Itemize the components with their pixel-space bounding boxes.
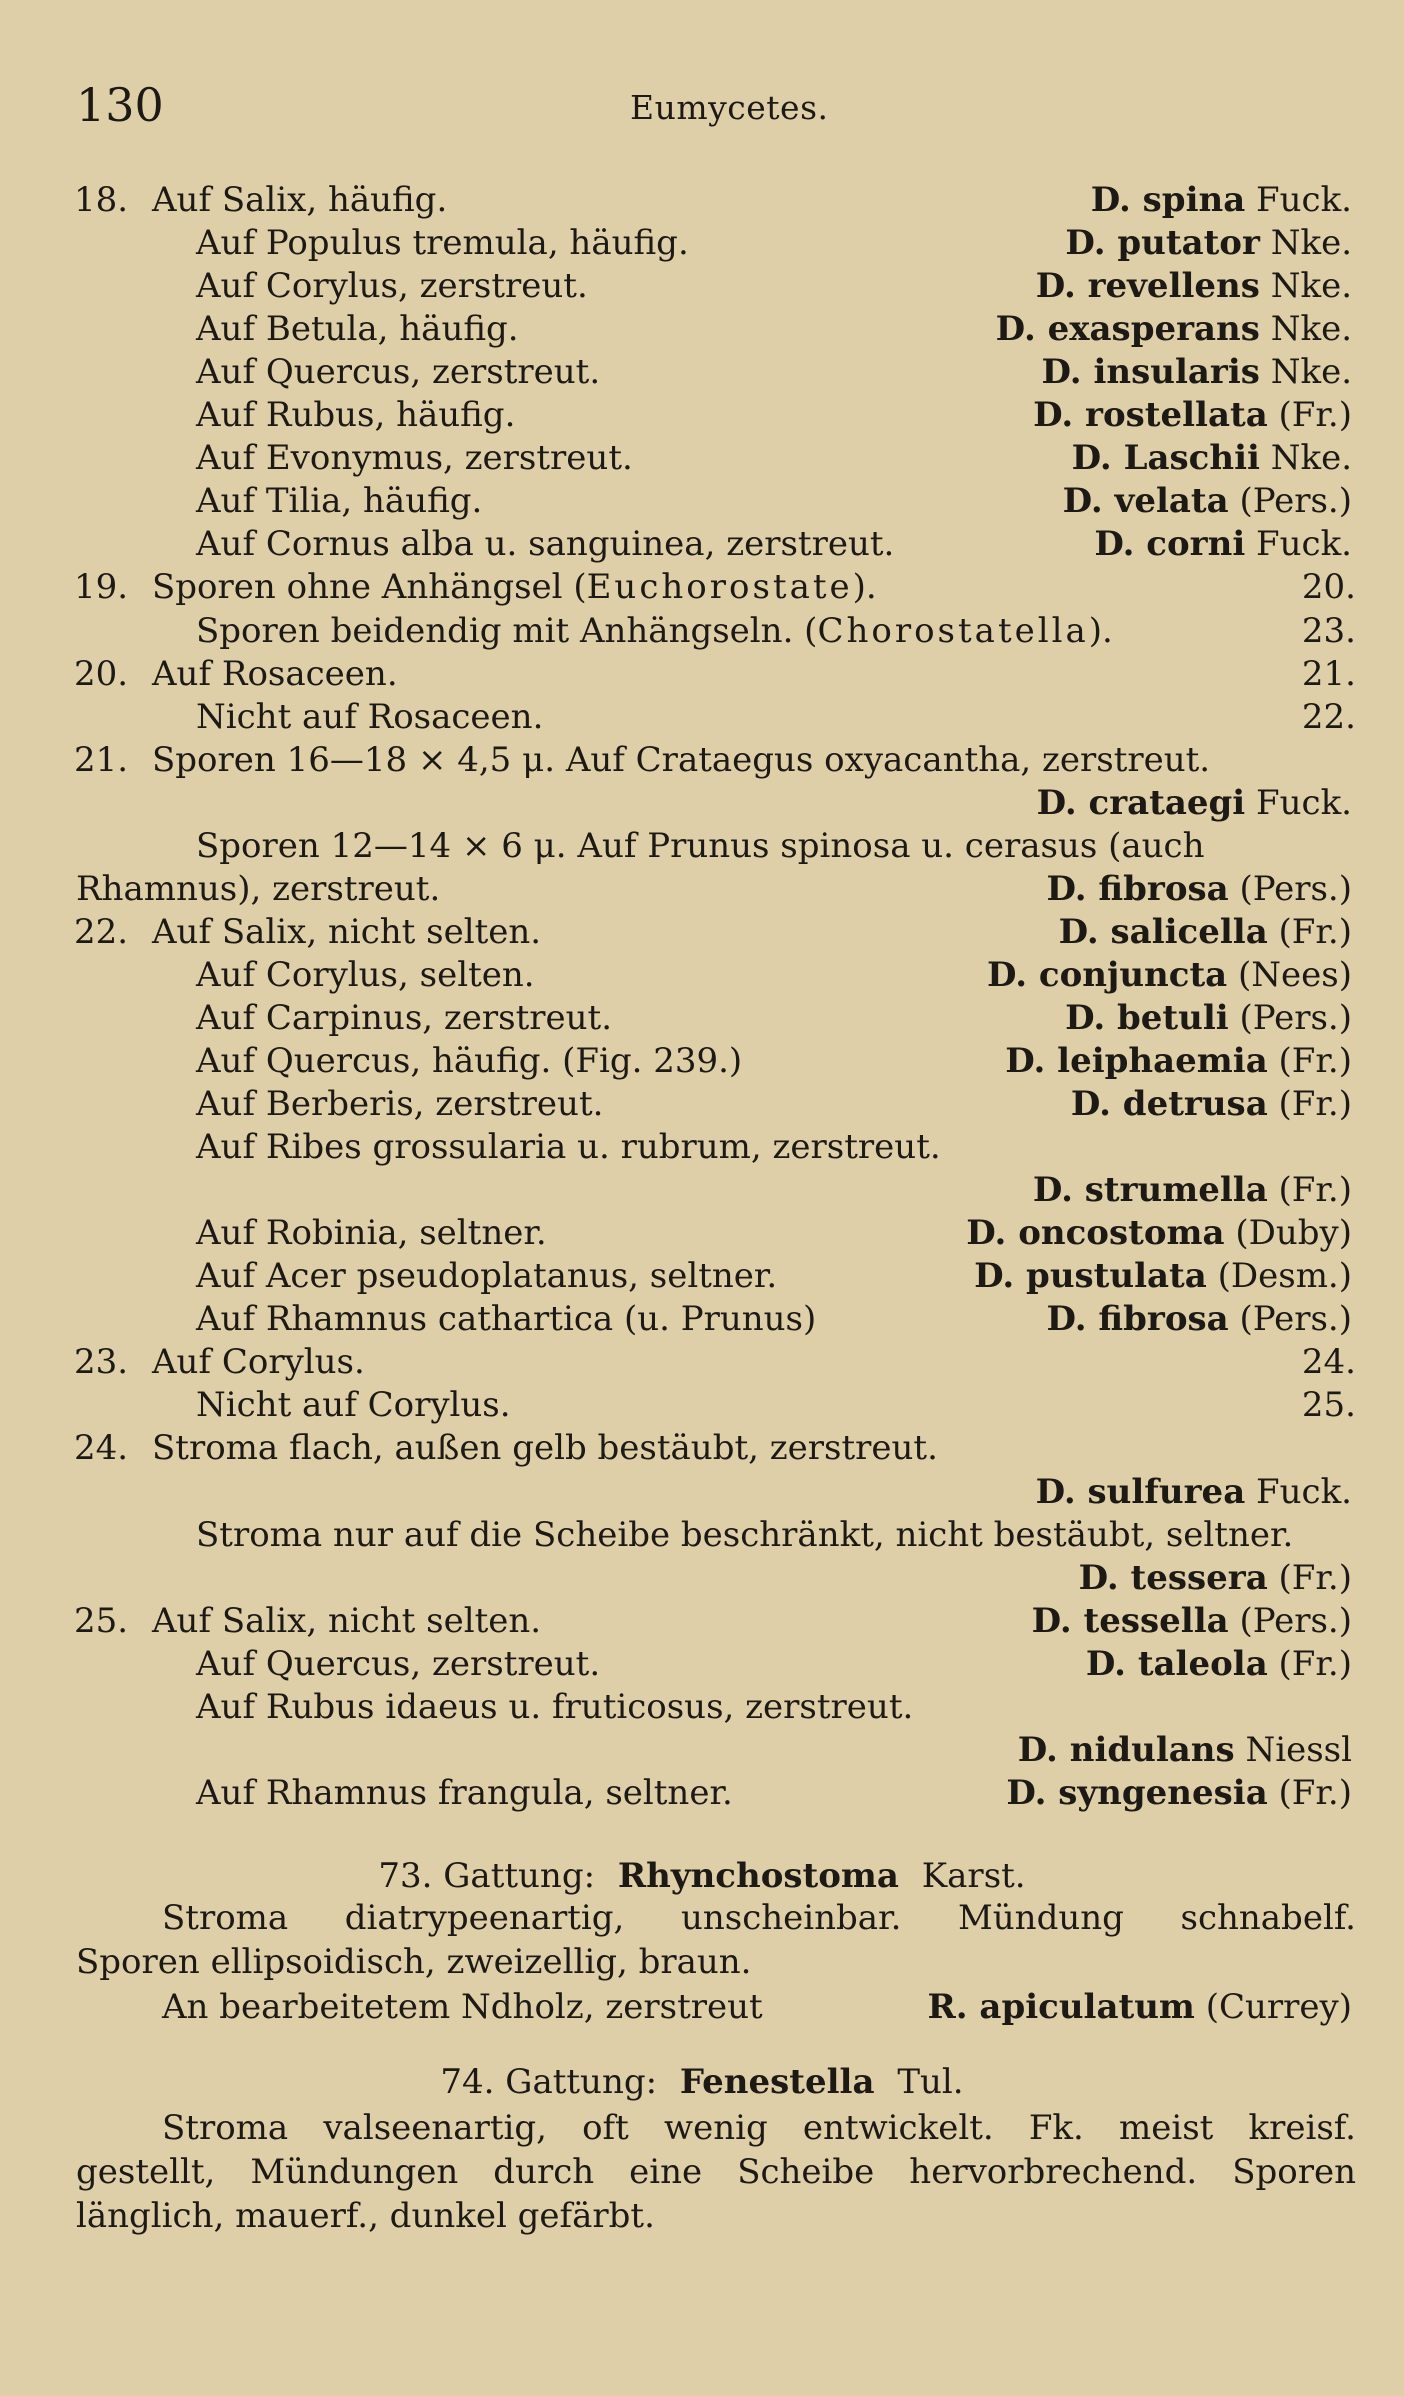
- species-binomial: D. rostellata: [1033, 395, 1268, 436]
- species-name: [966, 1211, 1352, 1255]
- species-binomial: D. pustulata: [974, 1256, 1207, 1297]
- genus-author: Karst.: [921, 1856, 1026, 1896]
- key-text: Auf Rhamnus frangula, seltner.: [196, 1772, 733, 1813]
- couplet-reference: 21.: [1301, 653, 1356, 694]
- species-binomial: D. putator: [1065, 223, 1260, 264]
- key-text: Rhamnus), zerstreut.: [76, 868, 441, 909]
- species-name: [1072, 436, 1352, 480]
- couplet-number: 18.: [74, 180, 129, 220]
- species-binomial: R. apiculatum: [927, 1987, 1195, 2027]
- key-line: [0, 609, 1404, 653]
- description-text: Stroma valseenartig, oft wenig entwickelt. Fk. meist kreisf.: [162, 2108, 1356, 2148]
- key-text-part: Sporen ohne Anhängsel (: [152, 567, 587, 608]
- species-name: [987, 953, 1352, 997]
- species-name: [1059, 910, 1352, 954]
- key-text: Auf Evonymus, zerstreut.: [196, 438, 633, 479]
- key-line: [0, 781, 1404, 825]
- species-author: (Nees): [1238, 954, 1352, 995]
- description-text: länglich, mauerf., dunkel gefärbt.: [76, 2196, 655, 2236]
- key-text: Auf Tilia, häufig.: [196, 481, 483, 522]
- key-line: [0, 178, 1404, 222]
- key-text: Auf Corylus.: [152, 1342, 365, 1383]
- genus-74-description-line: [0, 2150, 1404, 2194]
- key-line: [0, 1297, 1404, 1341]
- key-line: [0, 1642, 1404, 1686]
- species-name: [1094, 522, 1352, 566]
- species-name: [1018, 1728, 1352, 1772]
- key-line: [0, 264, 1404, 308]
- species-binomial: D. oncostoma: [966, 1213, 1225, 1254]
- genus-heading-label: 73. Gattung:: [378, 1856, 596, 1896]
- species-binomial: D. tessella: [1031, 1600, 1229, 1641]
- species-binomial: D. syngenesia: [1006, 1772, 1268, 1813]
- key-line: [0, 867, 1404, 911]
- species-author: Fuck.: [1256, 180, 1352, 220]
- key-line: [0, 824, 1404, 868]
- key-text: Sporen 16—18 × 4,5 μ. Auf Crataegus oxyacantha, zerstreut.: [152, 739, 1211, 780]
- key-line: [0, 307, 1404, 351]
- species-author: (Fr.): [1278, 1772, 1352, 1813]
- species-binomial: D. betuli: [1065, 997, 1229, 1038]
- species-name: [996, 307, 1352, 351]
- genus-73-heading: [0, 1854, 1404, 1898]
- couplet-reference: 23.: [1301, 610, 1356, 651]
- key-text: Auf Rubus, häufig.: [196, 395, 516, 436]
- description-text: Sporen ellipsoidisch, zweizellig, braun.: [76, 1942, 752, 1982]
- key-line: [0, 910, 1404, 954]
- key-text-part: Sporen beidendig mit Anhängseln. (: [196, 610, 818, 651]
- key-text-part: ).: [852, 567, 877, 608]
- key-line: [0, 1039, 1404, 1083]
- species-name: [1037, 781, 1352, 825]
- species-author: Fuck.: [1256, 782, 1352, 823]
- genus-name: Rhynchostoma: [617, 1856, 899, 1896]
- couplet-number: 20.: [74, 653, 129, 694]
- genus-heading-label: 74. Gattung:: [440, 2062, 658, 2102]
- key-line: [0, 1168, 1404, 1212]
- species-binomial: D. revellens: [1035, 266, 1260, 307]
- species-author: Niessl: [1245, 1729, 1352, 1770]
- genus-73-entry: [0, 1985, 1404, 2029]
- species-name: [974, 1254, 1352, 1298]
- key-line: [0, 221, 1404, 265]
- species-author: (Pers.): [1239, 997, 1352, 1038]
- key-text: Auf Populus tremula, häufig.: [196, 223, 689, 264]
- species-binomial: D. strumella: [1032, 1170, 1268, 1211]
- key-text: Auf Quercus, häufig. (Fig. 239.): [196, 1041, 743, 1081]
- species-binomial: D. velata: [1062, 481, 1229, 522]
- species-name: [1071, 1082, 1352, 1126]
- genus-73-description-line: [0, 1940, 1404, 1984]
- couplet-reference: 24.: [1301, 1342, 1356, 1383]
- species-name: [1036, 1470, 1352, 1514]
- genus-74-description-line: [0, 2106, 1404, 2150]
- species-name: [1005, 1039, 1352, 1083]
- key-text: Sporen 12—14 × 6 μ. Auf Prunus spinosa u. cerasus (auch: [196, 825, 1205, 866]
- key-line: [0, 996, 1404, 1040]
- key-line: [0, 565, 1404, 609]
- key-line: [0, 1599, 1404, 1643]
- key-text: Auf Ribes grossularia u. rubrum, zerstreut.: [196, 1127, 941, 1168]
- species-binomial: D. nidulans: [1017, 1729, 1235, 1770]
- species-author: (Duby): [1235, 1213, 1352, 1254]
- species-author: (Fr.): [1278, 1643, 1352, 1684]
- species-author: (Pers.): [1239, 1600, 1352, 1641]
- species-author: (Fr.): [1278, 911, 1352, 952]
- species-name: [1033, 1168, 1352, 1212]
- key-text: Auf Berberis, zerstreut.: [196, 1084, 604, 1125]
- species-binomial: D. leiphaemia: [1005, 1041, 1268, 1081]
- key-text-part: ).: [1088, 610, 1113, 651]
- species-author: (Desm.): [1217, 1256, 1352, 1297]
- key-line: [0, 1383, 1404, 1427]
- key-line: [0, 953, 1404, 997]
- key-line: [0, 1685, 1404, 1729]
- key-text: Stroma flach, außen gelb bestäubt, zerstreut.: [152, 1428, 938, 1469]
- couplet-number: 19.: [74, 567, 129, 608]
- species-binomial: D. tessera: [1078, 1557, 1268, 1598]
- species-author: Nke.: [1270, 309, 1352, 350]
- species-name: [1065, 996, 1352, 1040]
- species-name: [1036, 264, 1352, 308]
- key-text: [152, 565, 877, 609]
- species-author: (Fr.): [1278, 1557, 1352, 1598]
- section-name: Euchorostate: [586, 567, 853, 608]
- species-binomial: D. fibrosa: [1046, 1299, 1229, 1340]
- genus-74-heading: [0, 2060, 1404, 2104]
- species-author: Fuck.: [1256, 1471, 1352, 1512]
- species-author: Nke.: [1270, 223, 1352, 264]
- couplet-number: 22.: [74, 911, 129, 952]
- species-name: [1079, 1556, 1352, 1600]
- species-binomial: D. spina: [1090, 180, 1246, 220]
- key-line: [0, 1513, 1404, 1557]
- key-line: [0, 1125, 1404, 1169]
- key-text: [196, 609, 1113, 653]
- species-author: (Currey): [1205, 1987, 1352, 2027]
- species-author: (Pers.): [1239, 481, 1352, 522]
- genus-73-description-line: [0, 1896, 1404, 1940]
- species-name: [1033, 393, 1352, 437]
- species-binomial: D. conjuncta: [986, 954, 1228, 995]
- key-text: Auf Carpinus, zerstreut.: [196, 997, 613, 1038]
- key-text: Auf Cornus alba u. sanguinea, zerstreut.: [196, 524, 895, 565]
- key-text: Auf Quercus, zerstreut.: [196, 352, 601, 393]
- couplet-reference: 25.: [1301, 1385, 1356, 1426]
- key-line: [0, 393, 1404, 437]
- key-line: [0, 1556, 1404, 1600]
- species-name: [1032, 1599, 1352, 1643]
- species-binomial: D. corni: [1094, 524, 1246, 565]
- page-number: 130: [76, 78, 164, 132]
- key-line: [0, 695, 1404, 739]
- species-name: [927, 1985, 1352, 2029]
- key-line: [0, 1426, 1404, 1470]
- genus-name: Fenestella: [679, 2062, 875, 2102]
- couplet-reference: 20.: [1301, 567, 1356, 608]
- key-line: [0, 1728, 1404, 1772]
- species-binomial: D. crataegi: [1036, 782, 1246, 823]
- species-name: [1046, 1297, 1352, 1341]
- key-text: Auf Betula, häufig.: [196, 309, 519, 350]
- description-text: gestellt, Mündungen durch eine Scheibe hervorbrechend. Sporen: [76, 2152, 1356, 2192]
- species-name: [1091, 178, 1352, 222]
- species-binomial: D. exasperans: [995, 309, 1260, 350]
- species-binomial: D. fibrosa: [1046, 868, 1229, 909]
- species-name: [1063, 479, 1352, 523]
- key-text: Auf Rosaceen.: [152, 653, 398, 694]
- genus-author: Tul.: [897, 2062, 964, 2102]
- species-binomial: D. taleola: [1085, 1643, 1268, 1684]
- species-binomial: D. sulfurea: [1035, 1471, 1246, 1512]
- species-name: [1086, 1642, 1352, 1686]
- couplet-number: 21.: [74, 739, 129, 780]
- genus-74-description-line: [0, 2194, 1404, 2238]
- species-author: Nke.: [1270, 266, 1352, 307]
- key-line: [0, 1254, 1404, 1298]
- species-binomial: D. Laschii: [1071, 438, 1260, 479]
- key-line: [0, 479, 1404, 523]
- key-line: [0, 738, 1404, 782]
- species-author: Fuck.: [1256, 524, 1352, 565]
- species-name: [1046, 867, 1352, 911]
- running-title: Eumycetes.: [630, 88, 829, 127]
- species-author: Nke.: [1270, 438, 1352, 479]
- key-text: Auf Quercus, zerstreut.: [196, 1643, 601, 1684]
- couplet-number: 23.: [74, 1342, 129, 1383]
- species-author: (Pers.): [1239, 1299, 1352, 1340]
- key-line: [0, 522, 1404, 566]
- key-line: [0, 1340, 1404, 1384]
- key-text: Auf Robinia, seltner.: [196, 1213, 547, 1254]
- key-text: Auf Corylus, zerstreut.: [196, 266, 588, 307]
- key-text: Nicht auf Rosaceen.: [196, 696, 544, 737]
- key-text: Auf Corylus, selten.: [196, 954, 535, 995]
- species-name: [1006, 1771, 1352, 1815]
- key-line: [0, 1771, 1404, 1815]
- key-text: Auf Salix, nicht selten.: [152, 1600, 542, 1641]
- section-name: Chorostatella: [817, 610, 1089, 651]
- couplet-reference: 22.: [1301, 696, 1356, 737]
- species-binomial: D. insularis: [1041, 352, 1260, 393]
- species-author: (Fr.): [1278, 1084, 1352, 1125]
- key-line: [0, 652, 1404, 696]
- key-text: Auf Rubus idaeus u. fruticosus, zerstreut.: [196, 1686, 914, 1727]
- key-line: [0, 1082, 1404, 1126]
- species-author: (Fr.): [1278, 1041, 1352, 1081]
- species-author: (Fr.): [1278, 395, 1352, 436]
- species-binomial: D. detrusa: [1070, 1084, 1268, 1125]
- key-line: [0, 1470, 1404, 1514]
- key-text: Auf Acer pseudoplatanus, seltner.: [196, 1256, 778, 1297]
- key-line: [0, 350, 1404, 394]
- key-text: Nicht auf Corylus.: [196, 1385, 511, 1426]
- species-binomial: D. salicella: [1058, 911, 1268, 952]
- key-text: Auf Rhamnus cathartica (u. Prunus): [196, 1299, 817, 1340]
- species-name: [1042, 350, 1352, 394]
- key-line: [0, 1211, 1404, 1255]
- key-text: Stroma nur auf die Scheibe beschränkt, nicht bestäubt, seltner.: [196, 1514, 1294, 1555]
- species-author: (Fr.): [1278, 1170, 1352, 1211]
- couplet-number: 24.: [74, 1428, 129, 1469]
- species-author: (Pers.): [1239, 868, 1352, 909]
- key-line: [0, 436, 1404, 480]
- description-text: Stroma diatrypeenartig, unscheinbar. Mündung schnabelf.: [162, 1898, 1356, 1938]
- species-author: Nke.: [1270, 352, 1352, 393]
- entry-text: An bearbeitetem Ndholz, zerstreut: [162, 1987, 763, 2027]
- key-text: Auf Salix, häufig.: [152, 180, 448, 220]
- couplet-number: 25.: [74, 1600, 129, 1641]
- species-name: [1065, 221, 1352, 265]
- key-text: Auf Salix, nicht selten.: [152, 911, 542, 952]
